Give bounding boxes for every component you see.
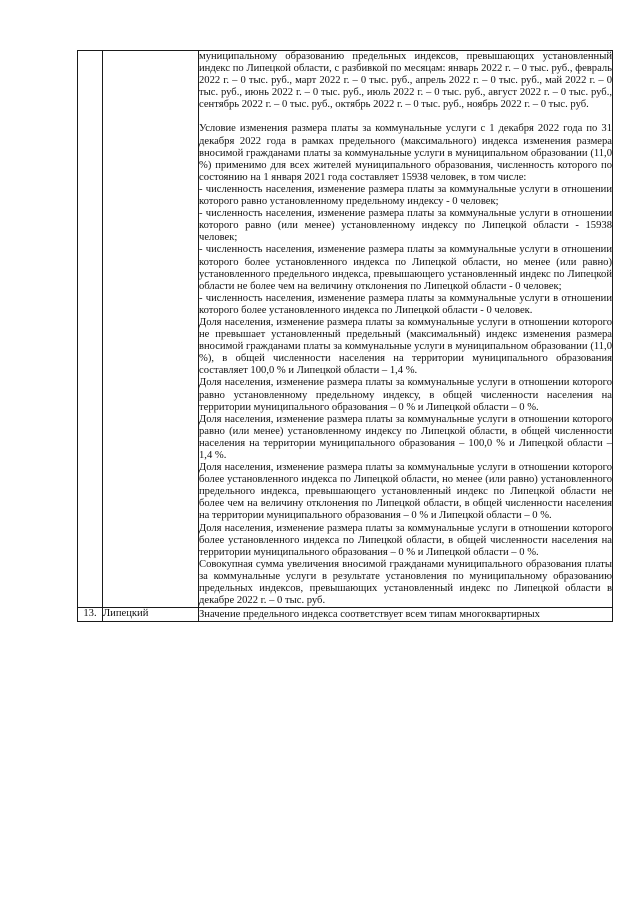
paragraph-population-between: - численность населения, изменение размера платы за коммунальные услуги в отношении которого более установленного индекса по Липецкой области, но менее (или равно) установленного предельного индекса, превышающего установленный индекс по Липецкой области не более чем на величину отклонения по Липецкой области - 0 человек; bbox=[199, 244, 612, 292]
description-cell bbox=[199, 608, 613, 622]
paragraph-share-between: Доля населения, изменение размера платы за коммунальные услуги в отношении которого более установленного индекса по Липецкой области, но менее (или равно) установленного предельного индекса, превышающего установленный индекс по Липецкой области не более чем на величину отклонения по Липецкой области, в общей численности населения на территории муниципального образования – 0 % и Липецкой области – 0 %. bbox=[199, 462, 612, 522]
index-table bbox=[77, 50, 613, 622]
paragraph-index-conformity: Значение предельного индекса соответствует всем типам многоквартирных bbox=[199, 609, 540, 621]
paragraph-share-equal-limit: Доля населения, изменение размера платы за коммунальные услуги в отношении которого равно установленному предельному индексу, в общей численности населения на территории муниципального образования – 0 % и Липецкой области – 0 %. bbox=[199, 377, 612, 413]
municipality-cell bbox=[103, 51, 199, 608]
paragraph-share-above-regional: Доля населения, изменение размера платы за коммунальные услуги в отношении которого более установленного индекса по Липецкой области, в общей численности населения на территории муниципального образования – 0 % и Липецкой области – 0 %. bbox=[199, 522, 612, 558]
municipality-name: Липецкий bbox=[103, 608, 199, 622]
paragraph-monthly-breakdown: муниципальному образованию предельных индексов, превышающих установленный индекс по Липецкой области, с разбивкой по месяцам: январь 2022 г. – 0 тыс. руб., февраль 2022 г. – 0 тыс. руб., март 2022 г. – 0 тыс. руб., апрель 2022 г. – 0 тыс. руб., май 2022 г. – 0 тыс. руб., июнь 2022 г. – 0 тыс. руб., июль 2022 г. – 0 тыс. руб., август 2022 г. – 0 тыс. руб., сентябрь 2022 г. – 0 тыс. руб., октябрь 2022 г. – 0 тыс. руб., ноябрь 2022 г. – 0 тыс. руб. bbox=[199, 51, 612, 111]
paragraph-share-below-regional: Доля населения, изменение размера платы за коммунальные услуги в отношении которого равно (или менее) установленному индексу по Липецкой области, в общей численности населения на территории муниципального образования – 100,0 % и Липецкой области – 1,4 %. bbox=[199, 413, 612, 461]
paragraph-population-below-regional: - численность населения, изменение размера платы за коммунальные услуги в отношении которого равно (или менее) установленному индексу по Липецкой области - 15938 человек; bbox=[199, 208, 612, 244]
paragraph-population-above-regional: - численность населения, изменение размера платы за коммунальные услуги в отношении которого более установленного индекса по Липецкой области - 0 человек. bbox=[199, 292, 612, 316]
row-number: 13. bbox=[78, 608, 103, 622]
row-number-cell bbox=[78, 51, 103, 608]
paragraph-total-increase: Совокупная сумма увеличения вносимой гражданами муниципального образования платы за коммунальные услуги в результате установления по муниципальному образованию предельных индексов, превышающих установленный индекс по Липецкой области в декабре 2022 г. – 0 тыс. руб. bbox=[199, 558, 612, 607]
description-cell bbox=[199, 51, 613, 608]
table-row bbox=[78, 51, 613, 608]
paragraph-condition: Условие изменения размера платы за коммунальные услуги с 1 декабря 2022 года по 31 декабря 2022 года в рамках предельного (максимального) индекса изменения размера вносимой гражданами платы за коммунальные услуги в муниципальном образовании (11,0 %) применимо для всех жителей муниципального образования, численность которого по состоянию на 1 января 2021 года составляет 15938 человек, в том числе: bbox=[199, 123, 612, 183]
paragraph-share-not-exceeding: Доля населения, изменение размера платы за коммунальные услуги в отношении которого не превышает установленный предельный (максимальный) индекс изменения размера вносимой гражданами платы за коммунальные услуги в муниципальном образовании (11,0 %), в общей численности населения на территории муниципального образования составляет 100,0 % и Липецкой области – 1,4 %. bbox=[199, 316, 612, 377]
table-row bbox=[78, 608, 613, 622]
paragraph-population-equal-limit: - численность населения, изменение размера платы за коммунальные услуги в отношении которого равно установленному предельному индексу - 0 человек; bbox=[199, 183, 612, 208]
